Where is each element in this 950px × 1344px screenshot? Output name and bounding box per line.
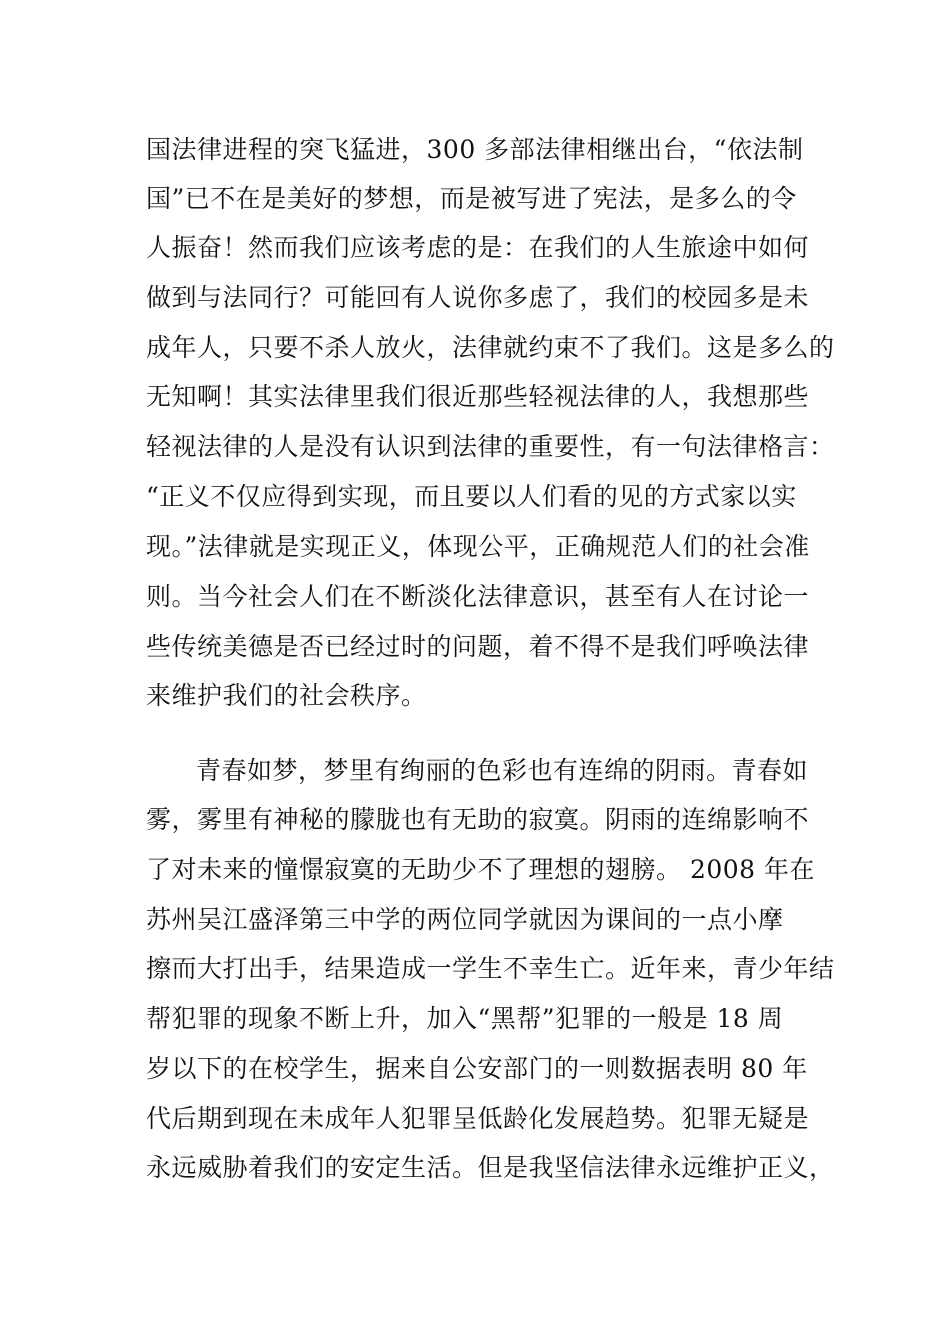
text-line: 帮犯罪的现象不断上升，加入“黑帮”犯罪的一般是 18 周 xyxy=(146,1004,784,1033)
text-line: 现。”法律就是实现正义，体现公平，正确规范人们的社会准 xyxy=(146,532,810,561)
text-line: 青春如梦，梦里有绚丽的色彩也有连绵的阴雨。青春如 xyxy=(196,756,809,785)
text-line: 则。当今社会人们在不断淡化法律意识，甚至有人在讨论一 xyxy=(146,582,810,611)
text-line: 雾，雾里有神秘的朦胧也有无助的寂寞。阴雨的连绵影响不 xyxy=(146,805,810,834)
text-line: 成年人，只要不杀人放火，法律就约束不了我们。这是多么的 xyxy=(146,333,835,362)
text-line: 轻视法律的人是没有认识到法律的重要性，有一句法律格言： xyxy=(146,432,835,461)
text-line: 国法律进程的突飞猛进，300 多部法律相继出台，“依法制 xyxy=(146,135,804,164)
text-line: 国”已不在是美好的梦想，而是被写进了宪法，是多么的令 xyxy=(146,184,797,213)
text-line: 无知啊！其实法律里我们很近那些轻视法律的人，我想那些 xyxy=(146,382,810,411)
text-line: “正义不仅应得到实现，而且要以人们看的见的方式家以实 xyxy=(146,482,797,511)
text-line: 做到与法同行？可能回有人说你多虑了，我们的校园多是未 xyxy=(146,283,810,312)
text-line: 人振奋！然而我们应该考虑的是：在我们的人生旅途中如何 xyxy=(146,233,810,262)
text-line: 永远威胁着我们的安定生活。但是我坚信法律永远维护正义， xyxy=(146,1153,835,1182)
text-line: 苏州吴江盛泽第三中学的两位同学就因为课间的一点小摩 xyxy=(146,905,784,934)
text-line: 擦而大打出手，结果造成一学生不幸生亡。近年来，青少年结 xyxy=(146,954,835,983)
text-line: 岁以下的在校学生，据来自公安部门的一则数据表明 80 年 xyxy=(146,1054,808,1083)
text-line: 些传统美德是否已经过时的问题，着不得不是我们呼唤法律 xyxy=(146,632,810,661)
text-line: 来维护我们的社会秩序。 xyxy=(146,681,427,710)
text-line: 代后期到现在未成年人犯罪呈低龄化发展趋势。犯罪无疑是 xyxy=(146,1104,810,1133)
text-line: 了对未来的憧憬寂寞的无助少不了理想的翅膀。 2008 年在 xyxy=(146,855,816,884)
